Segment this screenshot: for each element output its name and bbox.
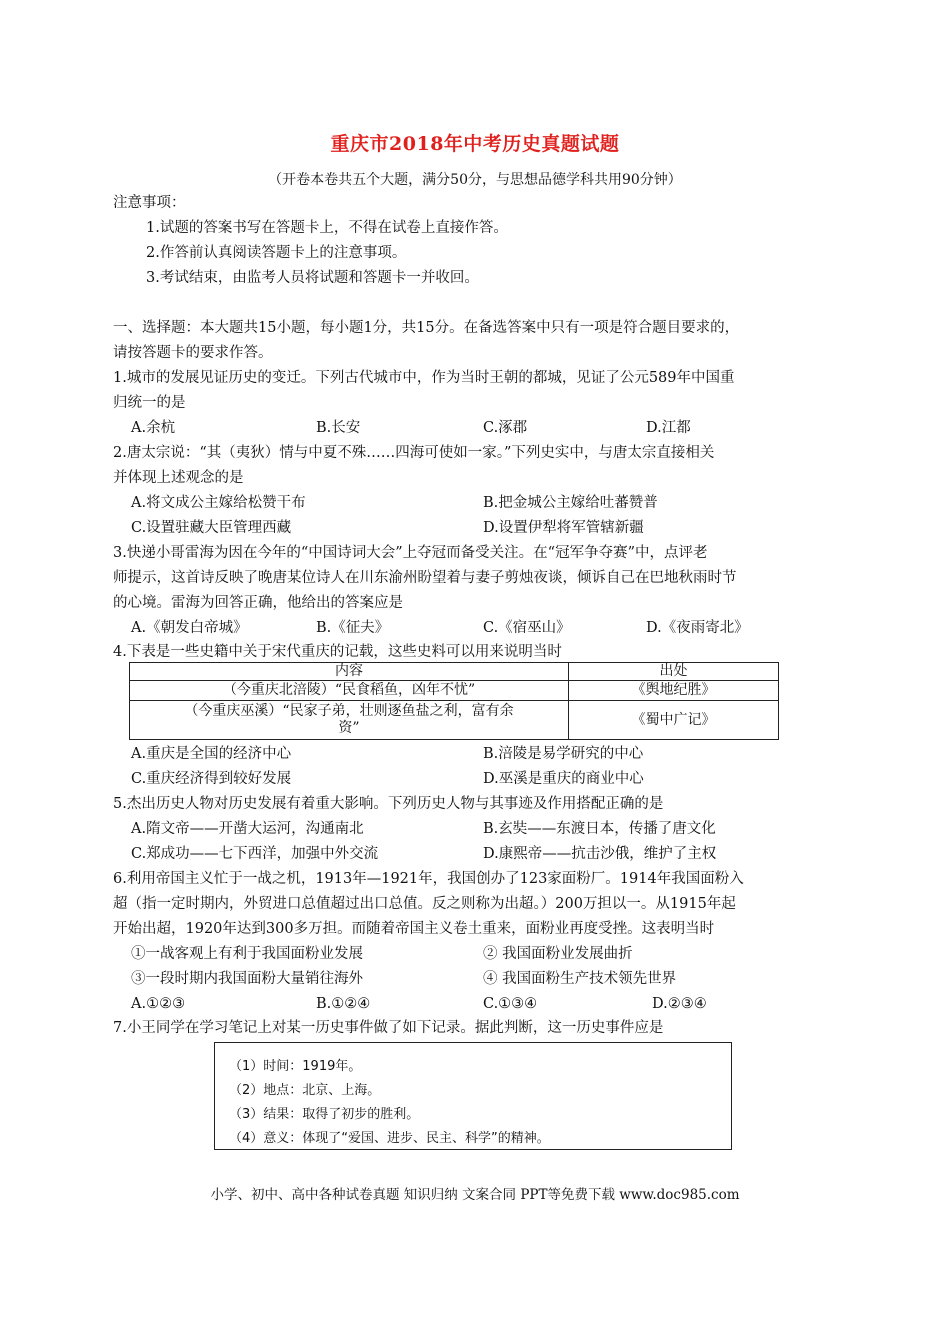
q1-option-d: D.江都 (646, 420, 691, 436)
question-6-cont: 开始出超，1920年达到300多万担。而随着帝国主义卷土重来，面粉业再度受挫。这表明当时 (113, 921, 715, 937)
q5-option-c: C.郑成功——七下西洋，加强中外交流 (131, 846, 379, 862)
q5-option-d: D.康熙帝——抗击沙俄，维护了主权 (483, 846, 717, 862)
q1-option-a: A.余杭 (131, 420, 176, 436)
table-cell-content: （今重庆北涪陵）“民食稻鱼，凶年不忧” (130, 681, 569, 701)
q6-option-b: B.①②④ (316, 996, 371, 1012)
source-table (129, 662, 779, 740)
page-title: 重庆市2018年中考历史真题试题 (330, 133, 620, 155)
page-subtitle: （开卷本卷共五个大题，满分50分，与思想品德学科共用90分钟） (268, 172, 682, 188)
question-3: 3.快递小哥雷海为因在今年的“中国诗词大会”上夺冠而备受关注。在“冠军争夺赛”中，点评老 (113, 545, 708, 561)
q3-option-a: A.《朝发白帝城》 (131, 620, 248, 636)
question-3-cont: 师提示，这首诗反映了晚唐某位诗人在川东渝州盼望着与妻子剪烛夜谈，倾诉自己在巴地秋雨时节 (113, 570, 737, 586)
notice-heading: 注意事项： (113, 195, 186, 211)
notice-item: 3.考试结束，由监考人员将试题和答题卡一并收回。 (146, 270, 479, 286)
q6-option-c: C.①③④ (483, 996, 538, 1012)
q4-option-d: D.巫溪是重庆的商业中心 (483, 771, 644, 787)
notes-box (214, 1042, 732, 1150)
question-5: 5.杰出历史人物对历史发展有着重大影响。下列历史人物与其事迹及作用搭配正确的是 (113, 796, 664, 812)
q6-statement: ③一段时期内我国面粉大量销往海外 (131, 971, 363, 987)
table-header-content: 内容 (130, 663, 569, 681)
q4-option-a: A.重庆是全国的经济中心 (131, 746, 292, 762)
question-1: 1.城市的发展见证历史的变迁。下列古代城市中，作为当时王朝的都城，见证了公元589年中国重 (113, 370, 735, 386)
question-3-cont: 的心境。雷海为回答正确，他给出的答案应是 (113, 595, 403, 611)
section-heading: 一、选择题：本大题共15小题，每小题1分，共15分。在备选答案中只有一项是符合题目要求的， (113, 320, 740, 336)
question-6: 6.利用帝国主义忙于一战之机，1913年—1921年，我国创办了123家面粉厂。1914年我国面粉入 (113, 871, 744, 887)
q4-option-b: B.涪陵是易学研究的中心 (483, 746, 644, 762)
q4-option-c: C.重庆经济得到较好发展 (131, 771, 292, 787)
q3-option-b: B.《征夫》 (316, 620, 390, 636)
notice-item: 2.作答前认真阅读答题卡上的注意事项。 (146, 245, 407, 261)
table-cell-source: 《蜀中广记》 (569, 701, 779, 740)
table-row (130, 701, 779, 740)
question-6-cont: 超（指一定时期内，外贸进口总值超过出口总值。反之则称为出超。）200万担以一。从1915年起 (113, 896, 736, 912)
table-cell-content (130, 701, 569, 740)
table-cell-line: 资” (338, 720, 360, 736)
note-line: （1）时间：1919年。 (229, 1059, 362, 1074)
q5-option-b: B.玄奘——东渡日本，传播了唐文化 (483, 821, 716, 837)
table-cell-line: （今重庆巫溪）“民家子弟，壮则逐鱼盐之利，富有余 (184, 703, 514, 719)
question-1-cont: 归统一的是 (113, 395, 186, 411)
table-header-source: 出处 (569, 663, 779, 681)
q2-option-c: C.设置驻藏大臣管理西藏 (131, 520, 292, 536)
question-7: 7.小王同学在学习笔记上对某一历史事件做了如下记录。据此判断，这一历史事件应是 (113, 1020, 664, 1036)
q2-option-d: D.设置伊犁将军管辖新疆 (483, 520, 644, 536)
q3-option-d: D.《夜雨寄北》 (646, 620, 749, 636)
q6-statement: ④ 我国面粉生产技术领先世界 (483, 971, 677, 987)
table-cell-source: 《舆地纪胜》 (569, 681, 779, 701)
notice-item: 1.试题的答案书写在答题卡上，不得在试卷上直接作答。 (146, 220, 508, 236)
question-4: 4.下表是一些史籍中关于宋代重庆的记载，这些史料可以用来说明当时 (113, 644, 562, 660)
q1-option-b: B.长安 (316, 420, 361, 436)
q6-statement: ② 我国面粉业发展曲折 (483, 946, 633, 962)
q5-option-a: A.隋文帝——开凿大运河，沟通南北 (131, 821, 364, 837)
q6-option-a: A.①②③ (131, 996, 186, 1012)
table-row (130, 681, 779, 701)
q2-option-b: B.把金城公主嫁给吐蕃赞普 (483, 495, 658, 511)
section-heading-cont: 请按答题卡的要求作答。 (113, 345, 273, 361)
note-line: （2）地点：北京、上海。 (229, 1083, 381, 1098)
q2-option-a: A.将文成公主嫁给松赞干布 (131, 495, 306, 511)
q6-statement: ①一战客观上有利于我国面粉业发展 (131, 946, 363, 962)
note-line: （3）结果：取得了初步的胜利。 (229, 1107, 420, 1122)
page-footer: 小学、初中、高中各种试卷真题 知识归纳 文案合同 PPT等免费下载 www.doc985.com (210, 1187, 740, 1203)
note-line: （4）意义：体现了“爱国、进步、民主、科学”的精神。 (229, 1131, 550, 1146)
question-2-cont: 并体现上述观念的是 (113, 470, 244, 486)
q1-option-c: C.涿郡 (483, 420, 528, 436)
table-header-row (130, 663, 779, 681)
question-2: 2.唐太宗说：“其（夷狄）情与中夏不殊……四海可使如一家。”下列史实中，与唐太宗直接相关 (113, 445, 715, 461)
q3-option-c: C.《宿巫山》 (483, 620, 571, 636)
q6-option-d: D.②③④ (652, 996, 707, 1012)
